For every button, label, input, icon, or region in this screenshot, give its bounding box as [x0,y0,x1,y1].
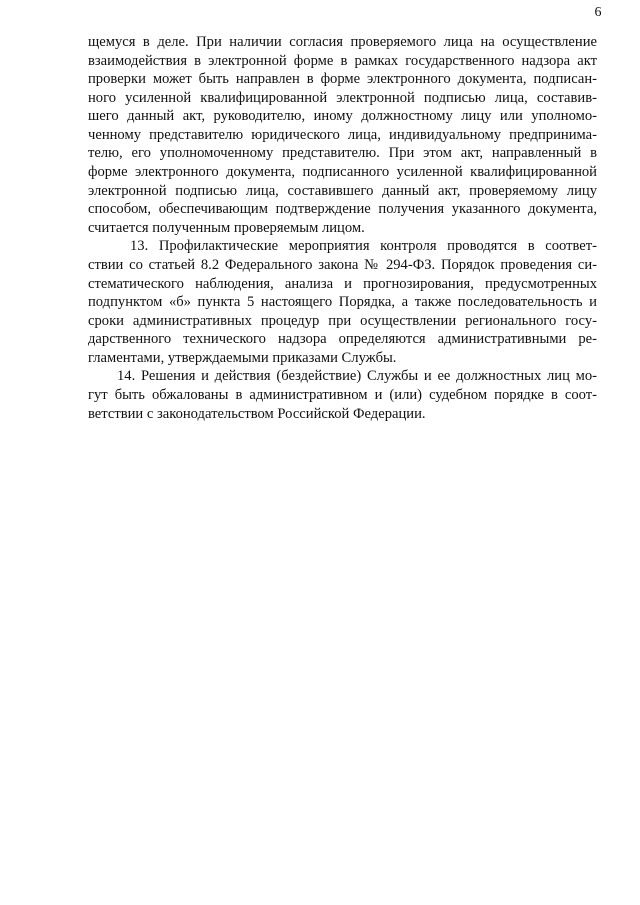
text-line: взаимодействия в электронной форме в рамках государственного надзора акт [88,52,597,69]
text-line: сроки административных процедур при осуществлении регионального госу- [88,312,597,329]
text-line: ветствии с законодательством Российской Федерации. [88,405,426,422]
text-line: ченному представителю юридического лица, индивидуальному предпринима- [88,126,597,143]
text-line: ного усиленной квалифицированной электронной подписью лица, составив- [88,89,597,106]
text-line: форме электронного документа, подписанного усиленной квалифицированной [88,164,597,181]
text-line: подпунктом «б» пункта 5 настоящего Порядка, а также последовательность и [88,294,597,311]
text-line: дарственного технического надзора определяются административными ре- [88,331,597,348]
document-body [88,33,597,423]
text-line: щемуся в деле. При наличии согласия проверяемого лица на осуществление [88,34,597,50]
text-line: телю, его уполномоченному представителю. При этом акт, направленный в [88,145,597,162]
text-line: стематического наблюдения, анализа и прогнозирования, предусмотренных [88,275,597,292]
text-line: способом, обеспечивающим подтверждение получения указанного документа, [88,201,597,218]
text-line: проверки может быть направлен в форме электронного документа, подписан- [88,71,597,88]
paragraph-13-first-line: 13. Профилактические мероприятия контроля проводятся в соответ- [130,238,597,255]
paragraph-14-first-line: 14. Решения и действия (бездействие) Службы и ее должностных лиц мо- [117,368,597,385]
text-line: гламентами, утверждаемыми приказами Службы. [88,349,397,366]
text-line: ствии со статьей 8.2 Федерального закона № 294-ФЗ. Порядок проведения си- [88,256,597,273]
text-line: электронной подписью лица, составившего данный акт, проверяемому лицу [88,182,597,199]
text-line: шего данный акт, руководителю, иному должностному лицу или уполномо- [88,108,597,125]
text-line: гут быть обжалованы в административном и (или) судебном порядке в соот- [88,386,597,403]
text-line: считается полученным проверяемым лицом. [88,219,365,236]
page-number: 6 [594,5,602,20]
